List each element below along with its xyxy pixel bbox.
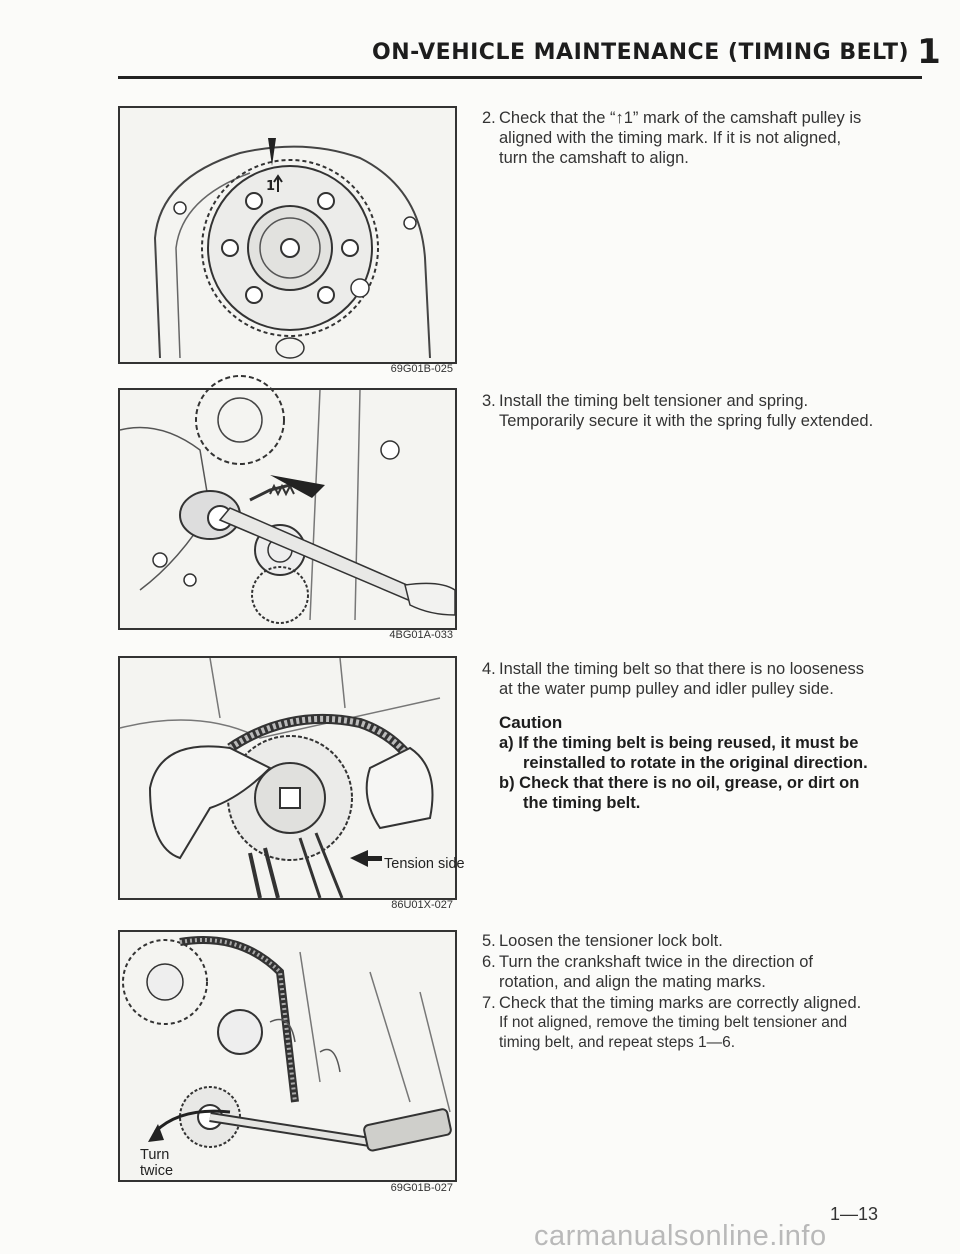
figure-code: 86U01X-027 <box>391 899 453 911</box>
turn-label: Turn <box>140 1147 170 1163</box>
step-text: Install the timing belt tensioner and spring. Temporarily secure it with the spring fully extended. <box>499 392 874 430</box>
page-number: 1—13 <box>830 1204 879 1224</box>
step-number: 5. <box>482 932 496 950</box>
section-title: ON-VEHICLE MAINTENANCE (TIMING BELT) <box>372 40 910 65</box>
step-7 <box>482 993 874 1053</box>
figure-code: 69G01B-025 <box>390 363 453 375</box>
tensioner-illustration <box>120 390 455 628</box>
caution-block <box>482 713 874 813</box>
figure-tensioner <box>118 388 457 630</box>
step-number: 4. <box>482 660 496 678</box>
twice-label: twice <box>140 1163 174 1179</box>
step-text: Check that the “↑1” mark of the camshaft pulley is aligned with the timing mark. If it is not aligned, turn the camshaft to align. <box>499 109 862 167</box>
figure-install-belt <box>118 656 465 900</box>
camshaft-pulley-illustration <box>120 108 455 362</box>
install-belt-illustration <box>120 658 465 898</box>
step-4 <box>482 659 874 699</box>
step-2 <box>482 108 874 168</box>
step-number: 3. <box>482 392 496 410</box>
figure-camshaft-pulley <box>118 106 457 364</box>
figure-code: 4BG01A-033 <box>389 629 453 641</box>
caution-item-b: b) Check that there is no oil, grease, or dirt on the timing belt. <box>499 774 860 812</box>
step-number: 6. <box>482 953 496 971</box>
step-5 <box>482 931 874 951</box>
chapter-number: 1 <box>917 32 942 72</box>
step-number: 7. <box>482 994 496 1012</box>
pulley-mark-number: 1 <box>266 179 276 194</box>
step-text: Loosen the tensioner lock bolt. <box>499 932 723 950</box>
step-text: Install the timing belt so that there is no looseness at the water pump pulley and idler pulley side. <box>499 660 865 698</box>
step-number: 2. <box>482 109 496 127</box>
turn-crankshaft-illustration <box>120 932 455 1180</box>
step-text: Check that the timing marks are correctly aligned. <box>499 994 862 1012</box>
step-6 <box>482 952 874 992</box>
figure-turn-crankshaft <box>118 930 457 1182</box>
step-3 <box>482 391 874 431</box>
figure-code: 69G01B-027 <box>390 1182 453 1194</box>
caution-title: Caution <box>499 713 563 732</box>
caution-item-a: a) If the timing belt is being reused, it must be reinstalled to rotate in the original direction. <box>499 734 868 772</box>
watermark: carmanualsonline.info <box>534 1220 827 1252</box>
page-header <box>372 28 942 72</box>
header-rule <box>118 76 922 79</box>
step-text: Turn the crankshaft twice in the direction of rotation, and align the mating marks. <box>499 953 813 991</box>
tension-side-label: Tension side <box>384 856 465 872</box>
step-text-note: If not aligned, remove the timing belt tensioner and timing belt, and repeat steps 1—6. <box>499 1014 848 1051</box>
